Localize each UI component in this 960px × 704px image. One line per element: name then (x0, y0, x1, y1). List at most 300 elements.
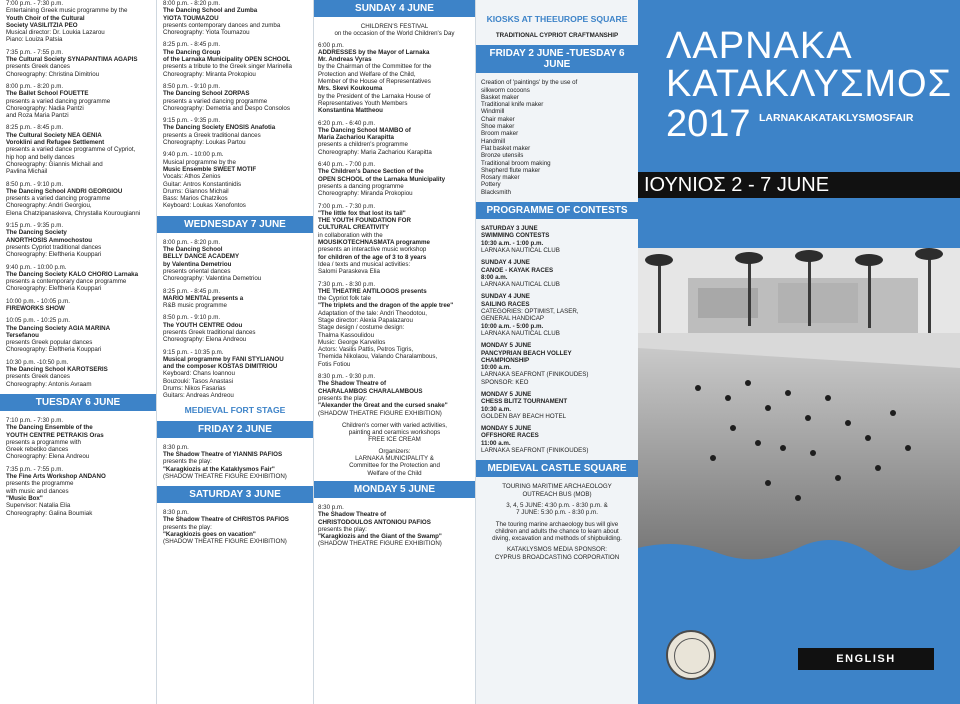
programme-entry (163, 151, 307, 209)
text-line: EUROPE SQUARE (551, 14, 628, 24)
programme-entry (6, 466, 150, 517)
text-line: of the Larnaka Municipality OPEN SCHOOL (163, 56, 291, 64)
text-line: Pottery (481, 181, 501, 189)
text-line: 9:40 p.m. - 10:00 p.m. (163, 151, 224, 159)
text-line: 10:30 p.m. -10:50 p.m. (6, 358, 69, 366)
text-line: LARNAKA (759, 112, 811, 124)
cover-year: 2017 (666, 103, 751, 145)
text-line: Handmill (481, 137, 506, 145)
text-line: Guitar: Antros Konstantinidis (163, 180, 242, 188)
programme-entry (6, 124, 150, 175)
text-line: THE THEATRE ANTILOGOS presents (318, 287, 427, 295)
text-line: 10:00 p.m. - 10:05 p.m. (6, 297, 70, 305)
text-line: KIOSKS AT THE (486, 14, 552, 24)
tuesday-header: TUESDAY 6 JUNE (0, 394, 156, 411)
text-line: TOURING MARITIME ARCHAEOLOGY (502, 483, 612, 491)
text-line: Themida Nikolaou, Valando Charalambous, (318, 353, 438, 361)
text-line: Fotis Fotiou (318, 360, 351, 368)
text-line: The Shadow Theatre of CHRISTOS PAFIOS (163, 516, 289, 524)
text-line: SUNDAY 4 JUNE (481, 259, 530, 267)
text-line: "Music Box" (6, 494, 43, 502)
saturday-header: SATURDAY 3 JUNE (157, 486, 313, 503)
sunday-header: SUNDAY 4 JUNE (314, 0, 475, 17)
text-line: LARNAKA MUNICIPALITY & (355, 455, 434, 463)
text-line: Welfare of the Child (367, 469, 422, 477)
text-line: presents an interactive music workshop (318, 246, 427, 254)
text-line: SATURDAY 3 JUNE (481, 225, 538, 233)
text-line: Stage design / costume design: (318, 324, 405, 332)
text-line: Maria Zachariou Karapitta (318, 134, 394, 142)
text-line: Musical programme by the (163, 158, 236, 166)
text-line: CHESS BLITZ TOURNAMENT (481, 398, 568, 406)
text-line: CULTURAL CREATIVITY (318, 224, 390, 232)
cover-dates: ΙΟΥΝΙΟΣ 2 - 7 JUNE (638, 172, 960, 198)
text-line: (SHADOW THEATRE FIGURE EXHIBITION) (318, 540, 442, 548)
text-line: The YOUTH CENTRE Odou (163, 321, 243, 329)
media-sponsor (481, 546, 633, 561)
text-line: Mrs. Skevi Koukouma (318, 85, 383, 93)
text-line: presents a varied dancing programme (6, 195, 111, 203)
crafts-list (481, 79, 633, 196)
text-line: The Dancing Group (163, 48, 221, 56)
text-line: Member of the House of Representatives (318, 78, 431, 86)
text-line: The touring marine archaeology bus will give (495, 520, 619, 528)
text-line: by Valentina Demetriou (163, 260, 232, 268)
childrens-festival-title (318, 23, 471, 38)
text-line: Flat basket maker (481, 144, 531, 152)
text-line: 8:50 p.m. - 9:10 p.m. (163, 82, 221, 90)
column-two (157, 0, 314, 704)
text-line: CHARALAMBOS CHARALAMBOUS (318, 387, 423, 395)
text-line: The Dancing School (163, 246, 223, 254)
text-line: on the occasion of the World Children's Day (334, 30, 455, 38)
text-line: Choreography: Valentina Demetriou (163, 275, 262, 283)
text-line: presents the play: (163, 523, 212, 531)
text-line: 9:15 p.m. - 9:35 p.m. (163, 117, 221, 125)
text-line: Bouzouki: Tasos Anastasi (163, 377, 234, 385)
column-three (314, 0, 476, 704)
text-line: Traditional knife maker (481, 101, 544, 109)
fort-friday-entry (163, 444, 307, 480)
text-line: presents a varied dancing programme (163, 97, 268, 105)
text-line: ANORTHOSIS Ammochostou (6, 236, 93, 244)
programme-list-wednesday (163, 239, 307, 400)
text-line: Choreography: Miranda Prokopiou (318, 190, 413, 198)
text-line: Basket maker (481, 93, 519, 101)
text-line: Blacksmith (481, 188, 511, 196)
text-line: The Dancing Society ENOSIS Anafotia (163, 124, 276, 132)
text-line: Bass: Marios Chatzikos (163, 195, 228, 203)
text-line: Guitars: Andreas Andreou (163, 392, 234, 400)
organizers-note (318, 448, 471, 477)
text-line: CHILDREN'S FESTIVAL (360, 23, 429, 30)
text-line: presents oriental dances (163, 267, 231, 275)
programme-entry (163, 41, 307, 77)
programme-list-sunday (318, 42, 471, 417)
text-line: Entertaining Greek music programme by the (6, 7, 128, 15)
text-line: Drums: Giannos Michail (163, 187, 229, 195)
text-line: presents the play: (163, 458, 212, 466)
text-line: BELLY DANCE ACADEMY (163, 253, 240, 261)
text-line: 6:00 p.m. (318, 41, 344, 49)
text-line: Vocals: Athos Zenios (163, 173, 221, 181)
text-line: (SHADOW THEATRE FIGURE EXHIBITION) (163, 472, 287, 480)
friday-tuesday-header (476, 45, 638, 73)
text-line: Choreography: Miranta Prokopiou (163, 70, 256, 78)
programme-entry (6, 83, 150, 119)
text-line: The Dancing Society (6, 229, 67, 237)
text-line: R&B music programme (163, 302, 227, 310)
text-line: The Dancing School and Zumba (163, 7, 258, 15)
text-line: 11:00 a.m. (481, 439, 511, 447)
text-line: "Karagkiozis goes on vacation" (163, 531, 256, 539)
column-one (0, 0, 157, 704)
text-line: Choreography: Christina Dimitriou (6, 70, 100, 78)
programme-entry (318, 120, 471, 156)
programme-entry (481, 225, 633, 254)
bus-times (481, 502, 633, 517)
text-line: PANCYPRIAN BEACH VOLLEY (481, 349, 572, 357)
text-line: LARNAKA SEAFRONT (FINIKOUDES) (481, 447, 589, 455)
text-line: 8:30 p.m. (318, 503, 344, 511)
municipality-seal-icon (666, 630, 716, 680)
programme-entry (6, 0, 150, 44)
text-line: presents a Greek traditional dances (163, 131, 261, 139)
text-line: MONDAY 5 JUNE (481, 342, 532, 350)
monday-entry (318, 504, 471, 548)
text-line: YOUTH CENTRE PETRAKIS Oras (6, 431, 104, 439)
text-line: 8:00 p.m. - 8:20 p.m. (163, 0, 221, 7)
cover-subtitle (759, 112, 913, 124)
text-line: presents a dancing programme (318, 182, 404, 190)
text-line: SPONSOR: KEO (481, 378, 529, 386)
text-line: Choreography: Maria Zachariou Karapitta (318, 148, 432, 156)
text-line: Choreography: Demetria and Despo Consolos (163, 104, 290, 112)
programme-entry (163, 444, 307, 480)
text-line: MARIO MENTAL presents a (163, 294, 244, 302)
programme-entry (163, 0, 307, 36)
text-line: The Dancing School MAMBO of (318, 126, 411, 134)
text-line: 8:30 p.m. (163, 443, 189, 451)
text-line: 8:30 p.m. (163, 509, 189, 517)
text-line: The Cultural Society SYNAPANTIMA AGAPIS (6, 56, 138, 64)
text-line: 9:15 p.m. - 10:35 p.m. (163, 348, 224, 356)
text-line: 7:00 p.m. - 7:30 p.m. (318, 202, 376, 210)
text-line: 8:00 a.m. (481, 273, 508, 281)
text-line: Shepherd flute maker (481, 166, 541, 174)
text-line: FIREWORKS SHOW (6, 304, 65, 312)
bus-title (481, 483, 633, 498)
text-line: and the composer KOSTAS DIMITRIOU (163, 363, 278, 371)
friday-header: FRIDAY 2 JUNE (157, 421, 313, 438)
text-line: presents a varied dance programme of Cypriot, (6, 146, 136, 154)
text-line: SUNDAY 4 JUNE (481, 293, 530, 301)
text-line: 8:25 p.m. - 8:45 p.m. (163, 287, 221, 295)
wednesday-header: WEDNESDAY 7 JUNE (157, 216, 313, 233)
text-line: SWIMMING CONTESTS (481, 232, 550, 240)
text-line: Salomi Paraskeva Elia (318, 268, 380, 276)
text-line: Creation of 'paintings' by the use of (481, 79, 578, 87)
programme-entry (163, 117, 307, 146)
text-line: presents the play: (318, 525, 367, 533)
text-line: Choreography: Andri Georgiou, (6, 202, 92, 210)
text-line: MONDAY 5 JUNE (481, 390, 532, 398)
programme-entry (163, 314, 307, 343)
programme-list-tuesday (6, 417, 150, 517)
programme-entry (481, 391, 633, 420)
programme-entry (318, 504, 471, 548)
text-line: 9:15 p.m. - 9:35 p.m. (6, 222, 64, 230)
text-line: Music: George Karvellos (318, 338, 386, 346)
language-badge: ENGLISH (798, 648, 934, 670)
text-line: Choreography: Loukas Partou (163, 139, 246, 147)
text-line: The Dancing Society AGIA MARINA (6, 324, 111, 332)
programme-entry (481, 293, 633, 337)
programme-entry (163, 83, 307, 112)
text-line: presents Greek traditional dances (163, 328, 256, 336)
text-line: OFFSHORE RACES (481, 432, 539, 440)
text-line: Supervisor: Natalia Elia (6, 502, 71, 510)
text-line: CHRISTODOULOS ANTONIOU PAFIOS (318, 518, 431, 526)
text-line: 6:20 p.m. - 6:40 p.m. (318, 119, 376, 127)
text-line: Rosary maker (481, 174, 520, 182)
text-line: 8:25 p.m. - 8:45 p.m. (163, 41, 221, 49)
text-line: "Alexander the Great and the cursed snake" (318, 402, 448, 410)
text-line: Choreography: Eleftheria Kouppari (6, 251, 102, 259)
text-line: TUESDAY 6 JUNE (543, 48, 625, 71)
text-line: Choreography: Giannis Michail and (6, 160, 103, 168)
text-line: 8:00 p.m. - 8:20 p.m. (163, 238, 221, 246)
programme-entry (163, 349, 307, 400)
text-line: Bronze utensils (481, 152, 524, 160)
text-line: Actors: Vasilis Pattis, Petros Tigris, (318, 346, 414, 354)
text-line: presents the play: (318, 394, 367, 402)
text-line: The Fine Arts Workshop ANDANO (6, 473, 106, 481)
text-line: (SHADOW THEATRE FIGURE EXHIBITION) (318, 409, 442, 417)
text-line: 8:00 p.m. - 8:20 p.m. (6, 82, 64, 90)
text-line: Greek rebetiko dances (6, 446, 69, 454)
text-line: presents Cypriot traditional dances (6, 243, 102, 251)
text-line: Drums: Nikos Fasarias (163, 385, 226, 393)
text-line: Elena Chatzipanaskeva, Chrystalla Kourougianni (6, 209, 141, 217)
text-line: "Karagkiozis and the Giant of the Swamp" (318, 533, 442, 541)
text-line: and Roza Maria Pantzi (6, 112, 69, 120)
kiosks-heading (481, 14, 633, 24)
text-line: 3, 4, 5 JUNE: 4:30 p.m. - 8:30 p.m. & (506, 501, 608, 509)
text-line: The Children's Dance Section of the (318, 168, 424, 176)
text-line: presents a tribute to the Greek singer Marinella (163, 63, 292, 71)
text-line: 7:00 p.m. - 7:30 p.m. (6, 0, 64, 7)
medieval-fort-header: MEDIEVAL FORT STAGE (184, 404, 286, 415)
programme-entry (6, 264, 150, 293)
text-line: The Cultural Society NEA GENIA (6, 131, 102, 139)
text-line: by the Chairman of the Committee for the (318, 63, 432, 71)
text-line: diving, excavation and methods of shipbuilding. (492, 535, 622, 543)
cover-panel (638, 0, 960, 704)
text-line: Choreography: Elena Andreou (6, 453, 90, 461)
programme-entry (318, 203, 471, 276)
text-line: 7:10 p.m. - 7:30 p.m. (6, 416, 64, 424)
programme-list-tuesday-cont (163, 0, 307, 210)
contests-list (481, 225, 633, 454)
text-line: Idea / texts and musical activities: (318, 260, 411, 268)
text-line: Mr. Andreas Vyras (318, 56, 372, 64)
text-line: Choreography: Galina Boumiak (6, 509, 93, 517)
programme-entry (6, 222, 150, 258)
text-line: Broom maker (481, 130, 519, 138)
text-line: The Dancing Society KALO CHORIO Larnaka (6, 270, 139, 278)
text-line: The Dancing School KAROTSERIS (6, 366, 108, 374)
text-line: the Cypriot folk tale (318, 295, 371, 303)
text-line: KATAKLYSMOS MEDIA SPONSOR: (506, 546, 608, 554)
text-line: presents a varied dancing programme (6, 97, 111, 105)
text-line: Choreography: Nadia Pantzi (6, 104, 84, 112)
text-line: KATAKLYSMOS (810, 112, 890, 124)
text-line: presents a programme with (6, 438, 81, 446)
castle-header: MEDIEVAL CASTLE SQUARE (476, 460, 638, 477)
text-line: for children of the age of 3 to 8 years (318, 253, 427, 261)
text-line: CHAMPIONSHIP (481, 356, 530, 364)
text-line: ADDRESSES by the Mayor of Larnaka (318, 48, 430, 56)
text-line: GENERAL HANDICAP (481, 315, 545, 323)
text-line: CYPRUS BROADCASTING CORPORATION (494, 553, 620, 561)
text-line: Shoe maker (481, 123, 515, 131)
text-line: The Shadow Theatre of (318, 511, 387, 519)
text-line: 10:30 a.m. - 1:00 p.m. (481, 239, 544, 247)
text-line: presents a contemporary dance programme (6, 278, 127, 286)
programme-entry (163, 239, 307, 283)
text-line: Keyboard: Chans Ioannou (163, 370, 235, 378)
text-line: 7:30 p.m. - 8:30 p.m. (318, 280, 376, 288)
text-line: "The triplets and the dragon of the apple tree" (318, 302, 454, 310)
programme-entry (481, 342, 633, 386)
programme-entry (6, 49, 150, 78)
text-line: Pavlina Michail (6, 168, 48, 176)
text-line: presents a children's programme (318, 141, 408, 149)
text-line: Chair maker (481, 115, 515, 123)
programme-entry (6, 181, 150, 217)
text-line: Choreography: Elena Andreou (163, 336, 247, 344)
text-line: Adaptation of the tale: Andri Theodotou, (318, 309, 427, 317)
text-line: 8:50 p.m. - 9:10 p.m. (6, 180, 64, 188)
programme-entry (318, 161, 471, 197)
text-line: Musical director: Dr. Loukia Lazarou (6, 29, 105, 37)
text-line: Choreography: Yiota Toumazou (163, 29, 250, 37)
text-line: The Ballet School FOUETTE (6, 90, 89, 98)
text-line: 6:40 p.m. - 7:00 p.m. (318, 161, 376, 169)
text-line: Youth Choir of the Cultural (6, 14, 85, 22)
text-line: LARNAKA NAUTICAL CLUB (481, 281, 560, 289)
text-line: The Shadow Theatre of (318, 380, 387, 388)
text-line: 10:00 a.m. - 5:00 p.m. (481, 322, 544, 330)
programme-entry (481, 425, 633, 454)
text-line: "The little fox that lost its tail" (318, 209, 406, 217)
text-line: Choreography: Eleftheria Kouppari (6, 346, 102, 354)
text-line: presents Greek dances (6, 373, 70, 381)
text-line: Keyboard: Loukas Xenofontos (163, 202, 246, 210)
text-line: OUTREACH BUS (MOB) (522, 490, 592, 498)
text-line: Thalma Kassoulidou (318, 331, 375, 339)
text-line: Music Ensemble SWEET MOTIF (163, 165, 257, 173)
childrens-corner-note (318, 422, 471, 444)
text-line: MONDAY 5 JUNE (481, 425, 532, 433)
text-line: 10:05 p.m. - 10:25 p.m. (6, 317, 70, 325)
programme-entry (6, 298, 150, 313)
text-line: Choreography: Antonis Avraam (6, 380, 92, 388)
text-line: OPEN SCHOOL of the Larnaka Municipality (318, 175, 446, 183)
text-line: children and adults the chance to learn about (495, 527, 619, 535)
text-line: LARNAKA NAUTICAL CLUB (481, 329, 560, 337)
monday-header: MONDAY 5 JUNE (314, 481, 475, 498)
text-line: 8:25 p.m. - 8:45 p.m. (6, 124, 64, 132)
text-line: Windmill (481, 108, 505, 116)
programme-entry (6, 317, 150, 353)
text-line: presents contemporary dances and zumba (163, 21, 281, 29)
text-line: Representatives Youth Members (318, 99, 408, 107)
text-line: 8:50 p.m. - 9:10 p.m. (163, 314, 221, 322)
text-line: Protection and Welfare of the Child, (318, 70, 416, 78)
text-line: Choreography: Eleftheria Kouppari (6, 285, 102, 293)
text-line: in collaboration with the (318, 231, 383, 239)
text-line: 7:35 p.m. - 7:55 p.m. (6, 465, 64, 473)
programme-entry (163, 509, 307, 545)
text-line: Society VASILITZIA PEO (6, 21, 78, 29)
text-line: 10:00 a.m. (481, 364, 511, 372)
text-line: Traditional broom making (481, 159, 551, 167)
text-line: Children's corner with varied activities, (341, 421, 448, 429)
craftmanship-label: TRADITIONAL CYPRIOT CRAFTMANSHIP (495, 32, 619, 39)
programme-entry (318, 42, 471, 115)
text-line: LARNAKA SEAFRONT (FINIKOUDES) (481, 371, 589, 379)
text-line: CANOE - KAYAK RACES (481, 266, 554, 274)
text-line: GOLDEN BAY BEACH HOTEL (481, 412, 567, 420)
contests-header: PROGRAMME OF CONTESTS (476, 202, 638, 219)
text-line: MOUSIKOTECHNASMATA programme (318, 239, 430, 247)
beach-photo-icon (638, 248, 960, 578)
text-line: CATEGORIES: OPTIMIST, LASER, (481, 308, 579, 316)
text-line: THE YOUTH FOUNDATION FOR (318, 217, 411, 225)
text-line: (SHADOW THEATRE FIGURE EXHIBITION) (163, 538, 287, 546)
text-line: painting and ceramics workshops (348, 429, 441, 437)
text-line: The Dancing School ZORPAS (163, 90, 250, 98)
programme-entry (6, 359, 150, 388)
fort-saturday-entry (163, 509, 307, 545)
bus-description (481, 521, 633, 543)
programme-list-friday-cont (6, 0, 150, 388)
column-four (476, 0, 638, 704)
text-line: Musical programme by FANI STYLIANOU (163, 355, 284, 363)
programme-entry (318, 373, 471, 417)
text-line: Committee for the Protection and (349, 462, 440, 470)
text-line: with music and dances (6, 487, 69, 495)
text-line: "Karagkiozis at the Kataklysmos Fair" (163, 465, 275, 473)
cover-title-greek-festival: ΚΑΤΑΚΛΥΣΜΟΣ (666, 63, 953, 105)
text-line: Stage director: Alexia Papalazarou (318, 316, 413, 324)
text-line: SAILING RACES (481, 300, 530, 308)
text-line: Tersefanou (6, 331, 39, 339)
programme-entry (481, 259, 633, 288)
text-line: presents the programme (6, 480, 74, 488)
text-line: Piano: Louiza Patsia (6, 36, 63, 44)
text-line: 9:40 p.m. - 10:00 p.m. (6, 263, 67, 271)
cover-title-greek-city: ΛΑΡΝΑΚΑ (666, 25, 853, 67)
text-line: 7:35 p.m. - 7:55 p.m. (6, 48, 64, 56)
text-line: YIOTA TOUMAZOU (163, 14, 219, 22)
text-line: presents Greek dances (6, 63, 70, 71)
text-line: The Dancing Ensemble of the (6, 424, 93, 432)
text-line: LARNAKA NAUTICAL CLUB (481, 246, 560, 254)
text-line: presents Greek popular dances (6, 339, 93, 347)
